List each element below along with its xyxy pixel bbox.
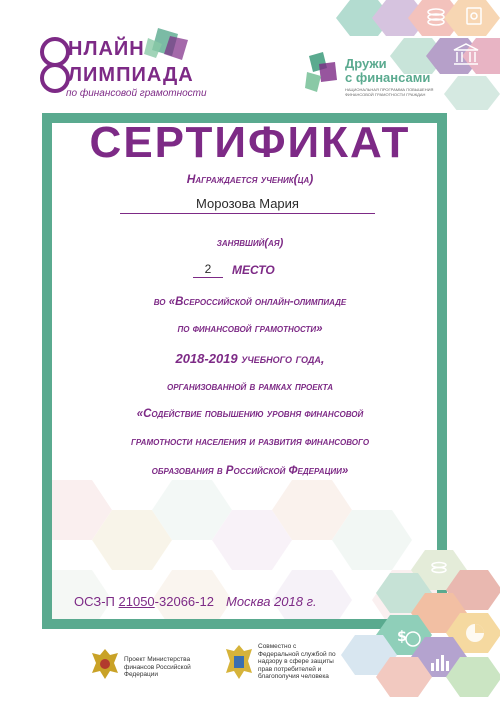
dollar-icon xyxy=(397,629,407,645)
recipient-name: Морозова Мария xyxy=(196,196,299,211)
name-underline xyxy=(120,213,375,214)
text-line-1: во «Всероссийской онлайн-олимпиаде xyxy=(153,296,347,308)
text-line-4: организованной в рамках проекта xyxy=(166,381,333,393)
took-label: занявший(ая) xyxy=(216,237,284,249)
place-number: 2 xyxy=(193,262,223,278)
text-line-3: 2018-2019 учебного года, xyxy=(175,351,325,366)
code-prefix: ОСЗ-П xyxy=(74,594,115,609)
friends-logo-tagline: НАЦИОНАЛЬНАЯ ПРОГРАММА ПОВЫШЕНИЯ ФИНАНСОВОЙ ГРАМОТНОСТИ ГРАЖДАН xyxy=(345,87,434,97)
awarded-label: Награждается ученик(ца) xyxy=(186,172,314,186)
certificate-title: СЕРТИФИКАТ xyxy=(89,118,411,167)
text-line-5: «Содействие повышению уровня финансовой xyxy=(136,408,364,420)
friends-logo-line1: Дружи xyxy=(345,56,387,71)
minfin-emblem-icon xyxy=(90,647,120,681)
text-line-7: образования в Российской Федерации» xyxy=(151,465,349,477)
certificate-code xyxy=(74,594,214,609)
olympiad-logo-line1: НЛАЙН xyxy=(68,38,145,60)
friends-logo-graphic xyxy=(305,52,341,94)
minfin-text: Проект Министерства финансов Российской Федерации xyxy=(124,656,191,678)
friends-logo-line2: с финансами xyxy=(345,70,431,85)
olympiad-logo-subtitle: по финансовой грамотности xyxy=(66,88,207,99)
place-word: МЕСТО xyxy=(232,263,275,277)
friends-with-finance-logo xyxy=(305,52,434,99)
rospotreb-emblem-icon xyxy=(224,643,254,681)
olympiad-logo-line2: ЛИМПИАДА xyxy=(68,64,194,86)
code-number: 21050 xyxy=(118,594,155,609)
text-line-2: по финансовой грамотности» xyxy=(177,323,323,335)
olympiad-logo xyxy=(40,28,207,103)
pie-chart-icon xyxy=(466,624,484,642)
text-line-6: грамотности населения и развития финансового xyxy=(130,436,370,448)
city-year: Москва 2018 г. xyxy=(226,594,317,609)
svg-text:$: $ xyxy=(397,629,407,645)
rospotreb-text: Совместно с Федеральной службой по надзору в сфере защиты прав потребителей и благополучия человека xyxy=(258,643,336,680)
hex-pattern-bottom xyxy=(335,545,500,701)
code-suffix: -32066-12 xyxy=(154,594,214,609)
